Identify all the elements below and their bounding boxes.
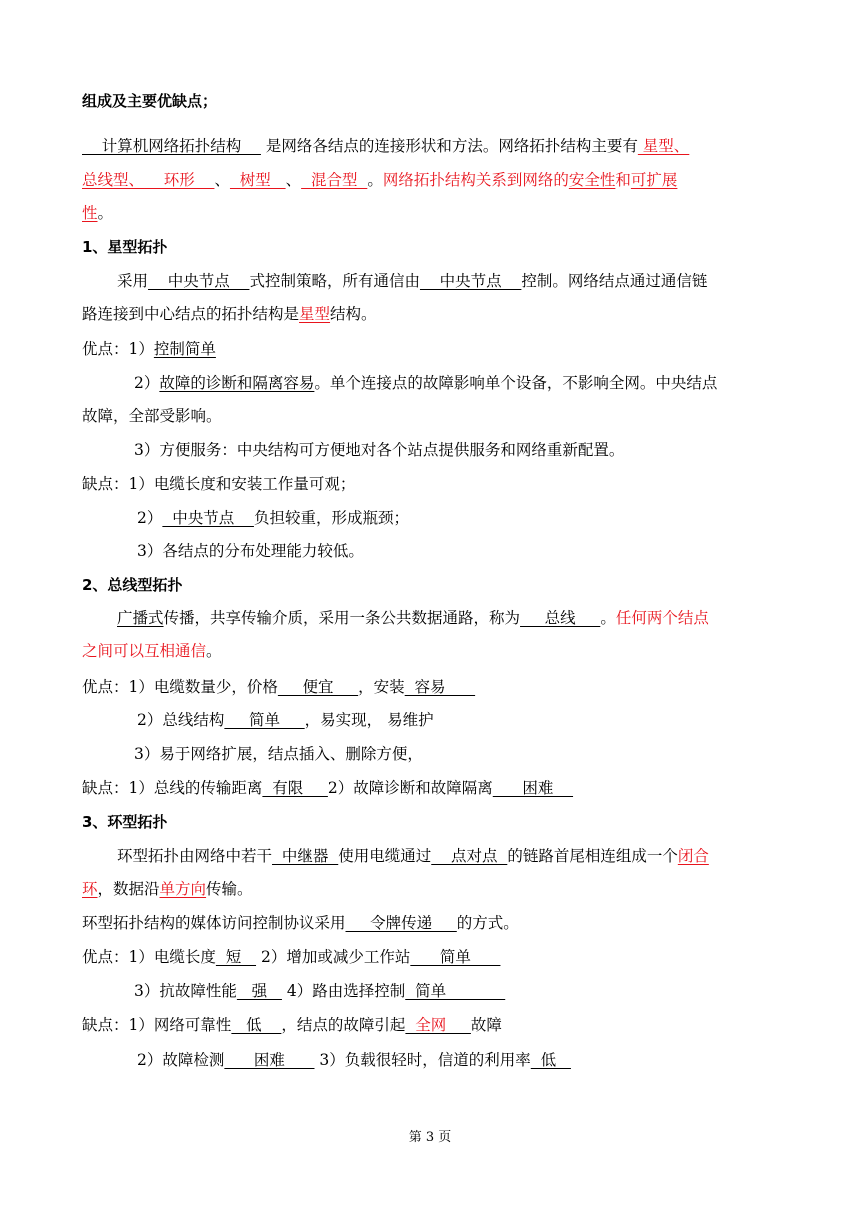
bus-advantage-1: 优点：1）电缆数量少，价格 便宜 ，安装 容易 xyxy=(82,678,476,696)
intro-line-1: 计算机网络拓扑结构 是网络各结点的连接形状和方法。网络拓扑结构主要有 星型、 xyxy=(82,137,690,155)
section-heading-ring: 3、环型拓扑 xyxy=(82,813,168,831)
star-disadvantage-2: 2） 中央节点 负担较重，形成瓶颈； xyxy=(137,509,409,527)
blank-central-node-2: 中央节点 xyxy=(419,272,522,290)
section-heading-bus: 2、总线型拓扑 xyxy=(82,576,183,594)
page-number: 第 3 页 xyxy=(408,1130,452,1145)
blank-token-passing: 令牌传递 xyxy=(345,914,457,932)
blank-topology: 计算机网络拓扑结构 xyxy=(82,137,261,155)
answer-mixed: 混合型 xyxy=(301,171,368,189)
ring-paragraph-line-2: 环，数据沿单方向传输。 xyxy=(82,880,253,898)
answer-tree: 树型 xyxy=(229,171,286,189)
blank-low-2: 低 xyxy=(530,1051,571,1069)
answer-closed-ring: 闭合 xyxy=(677,847,709,865)
blank-point-to-point: 点对点 xyxy=(431,847,508,865)
star-paragraph-line-2: 路连接到中心结点的拓扑结构是星型结构。 xyxy=(82,305,377,323)
star-advantage-1: 优点：1）控制简单 xyxy=(82,340,216,358)
blank-difficult: 困难 xyxy=(492,779,574,797)
blank-simple: 简单 xyxy=(224,711,305,729)
blank-low: 低 xyxy=(231,1016,282,1034)
star-advantage-2: 2）故障的诊断和隔离容易。单个连接点的故障影响单个设备，不影响全网。中央结点 xyxy=(134,374,718,392)
intro-line-2: 总线型、 环形 、 树型 、 混合型 。网络拓扑结构关系到网络的安全性和可扩展 xyxy=(82,171,678,189)
bus-advantage-2: 2）总线结构 简单 ，易实现， 易维护 xyxy=(137,711,434,729)
intro-line-3: 性。 xyxy=(82,204,114,222)
ring-advantage-2: 3）抗故障性能 强 4）路由选择控制 简单 xyxy=(134,982,506,1000)
star-disadvantage-1: 缺点：1）电缆长度和安装工作量可观； xyxy=(82,475,356,493)
section-heading-intro: 组成及主要优缺点； xyxy=(82,92,218,110)
blank-repeater: 中继器 xyxy=(272,847,339,865)
section-heading-star: 1、星型拓扑 xyxy=(82,238,168,256)
answer-whole-network: 全网 xyxy=(405,1016,471,1034)
ring-disadvantage-1: 缺点：1）网络可靠性 低 ，结点的故障引起 全网 故障 xyxy=(82,1016,502,1034)
answer-one-direction: 单方向 xyxy=(159,880,207,898)
blank-bus: 总线 xyxy=(520,609,601,627)
answer-star-type: 星型 xyxy=(299,305,331,323)
blank-short: 短 xyxy=(215,948,257,966)
answer-ring: 环形 xyxy=(144,171,215,189)
star-advantage-3: 3）方便服务：中央结构可方便地对各个站点提供服务和网络重新配置。 xyxy=(134,441,625,459)
answer-bus: 总线型、 xyxy=(82,171,145,189)
answer-security: 安全性 xyxy=(568,171,616,189)
answer-scalability: 可扩展 xyxy=(630,171,678,189)
star-paragraph-line-1: 采用 中央节点 式控制策略，所有通信由 中央节点 控制。网络结点通过通信链 xyxy=(117,272,708,290)
ring-advantage-1: 优点：1）电缆长度 短 2）增加或减少工作站 简单 xyxy=(82,948,501,966)
blank-cheap: 便宜 xyxy=(277,678,359,696)
star-advantage-2-cont: 故障，全部受影响。 xyxy=(82,407,222,425)
bus-paragraph-line-1: 广播式传播，共享传输介质，采用一条公共数据通路，称为 总线 。任何两个结点 xyxy=(117,609,709,627)
star-disadvantage-3: 3）各结点的分布处理能力较低。 xyxy=(137,542,364,560)
blank-limited: 有限 xyxy=(262,779,328,797)
bus-advantage-3: 3）易于网络扩展，结点插入、删除方便， xyxy=(134,745,423,763)
ring-paragraph-line-1: 环型拓扑由网络中若干 中继器 使用电缆通过 点对点 的链路首尾相连组成一个闭合 xyxy=(117,847,709,865)
ring-disadvantage-2: 2）故障检测 困难 3）负载很轻时，信道的利用率 低 xyxy=(137,1051,571,1069)
blank-simple-2: 简单 xyxy=(410,948,501,966)
blank-easy: 容易 xyxy=(404,678,476,696)
bus-disadvantage-1: 缺点：1）总线的传输距离 有限 2）故障诊断和故障隔离 困难 xyxy=(82,779,574,797)
blank-simple-3: 简单 xyxy=(405,982,506,1000)
blank-central-node: 中央节点 xyxy=(148,272,250,290)
blank-difficult-2: 困难 xyxy=(224,1051,315,1069)
blank-strong: 强 xyxy=(236,982,282,1000)
answer-star: 星型、 xyxy=(637,137,690,155)
bus-paragraph-line-2: 之间可以互相通信。 xyxy=(82,642,222,660)
ring-paragraph-line-3: 环型拓扑结构的媒体访问控制协议采用 令牌传递 的方式。 xyxy=(82,914,519,932)
